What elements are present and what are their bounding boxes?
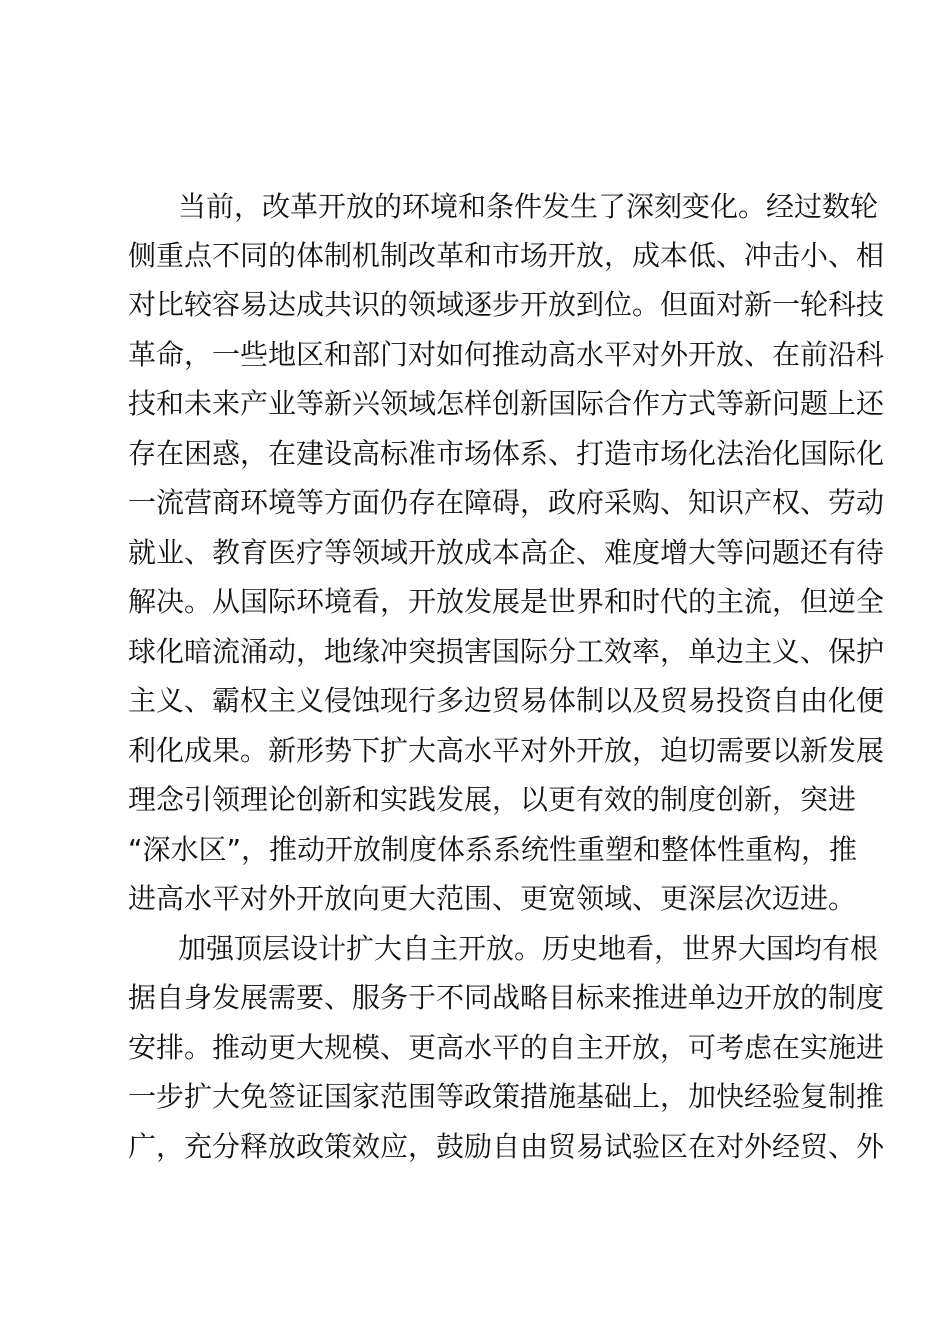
paragraph-1-line-11: 主义、霸权主义侵蚀现行多边贸易体制以及贸易投资自由化便 [128, 684, 885, 717]
paragraph-2-line-1: 加强顶层设计扩大自主开放。历史地看，世界大国均有根 [178, 932, 879, 965]
paragraph-1-line-12: 利化成果。新形势下扩大高水平对外开放，迫切需要以新发展 [128, 734, 885, 767]
paragraph-2-line-3: 安排。推动更大规模、更高水平的自主开放，可考虑在实施进 [128, 1031, 885, 1064]
paragraph-1-line-7: 一流营商环境等方面仍存在障碍，政府采购、知识产权、劳动 [128, 486, 885, 519]
paragraph-1-line-5: 技和未来产业等新兴领域怎样创新国际合作方式等新问题上还 [128, 387, 885, 420]
paragraph-1-line-15: 进高水平对外开放向更大范围、更宽领域、更深层次迈进。 [128, 882, 857, 915]
paragraph-1-line-8: 就业、教育医疗等领域开放成本高企、难度增大等问题还有待 [128, 536, 885, 569]
paragraph-2-line-5: 广，充分释放政策效应，鼓励自由贸易试验区在对外经贸、外 [128, 1130, 885, 1163]
paragraph-2-line-4: 一步扩大免签证国家范围等政策措施基础上，加快经验复制推 [128, 1080, 885, 1113]
paragraph-1-line-10: 球化暗流涌动，地缘冲突损害国际分工效率，单边主义、保护 [128, 635, 885, 668]
paragraph-2-line-2: 据自身发展需要、服务于不同战略目标来推进单边开放的制度 [128, 981, 885, 1014]
paragraph-1-line-2: 侧重点不同的体制机制改革和市场开放，成本低、冲击小、相 [128, 239, 885, 272]
paragraph-1-line-14: “深水区”，推动开放制度体系系统性重塑和整体性重构，推 [128, 833, 858, 866]
paragraph-1-line-6: 存在困惑，在建设高标准市场体系、打造市场化法治化国际化 [128, 437, 885, 470]
paragraph-1-line-1: 当前，改革开放的环境和条件发生了深刻变化。经过数轮 [178, 190, 879, 223]
paragraph-1-line-9: 解决。从国际环境看，开放发展是世界和时代的主流，但逆全 [128, 585, 885, 618]
paragraph-1-line-13: 理念引领理论创新和实践发展，以更有效的制度创新，突进 [128, 783, 857, 816]
paragraph-1-line-4: 革命，一些地区和部门对如何推动高水平对外开放、在前沿科 [128, 338, 885, 371]
paragraph-1-line-3: 对比较容易达成共识的领域逐步开放到位。但面对新一轮科技 [128, 288, 885, 321]
